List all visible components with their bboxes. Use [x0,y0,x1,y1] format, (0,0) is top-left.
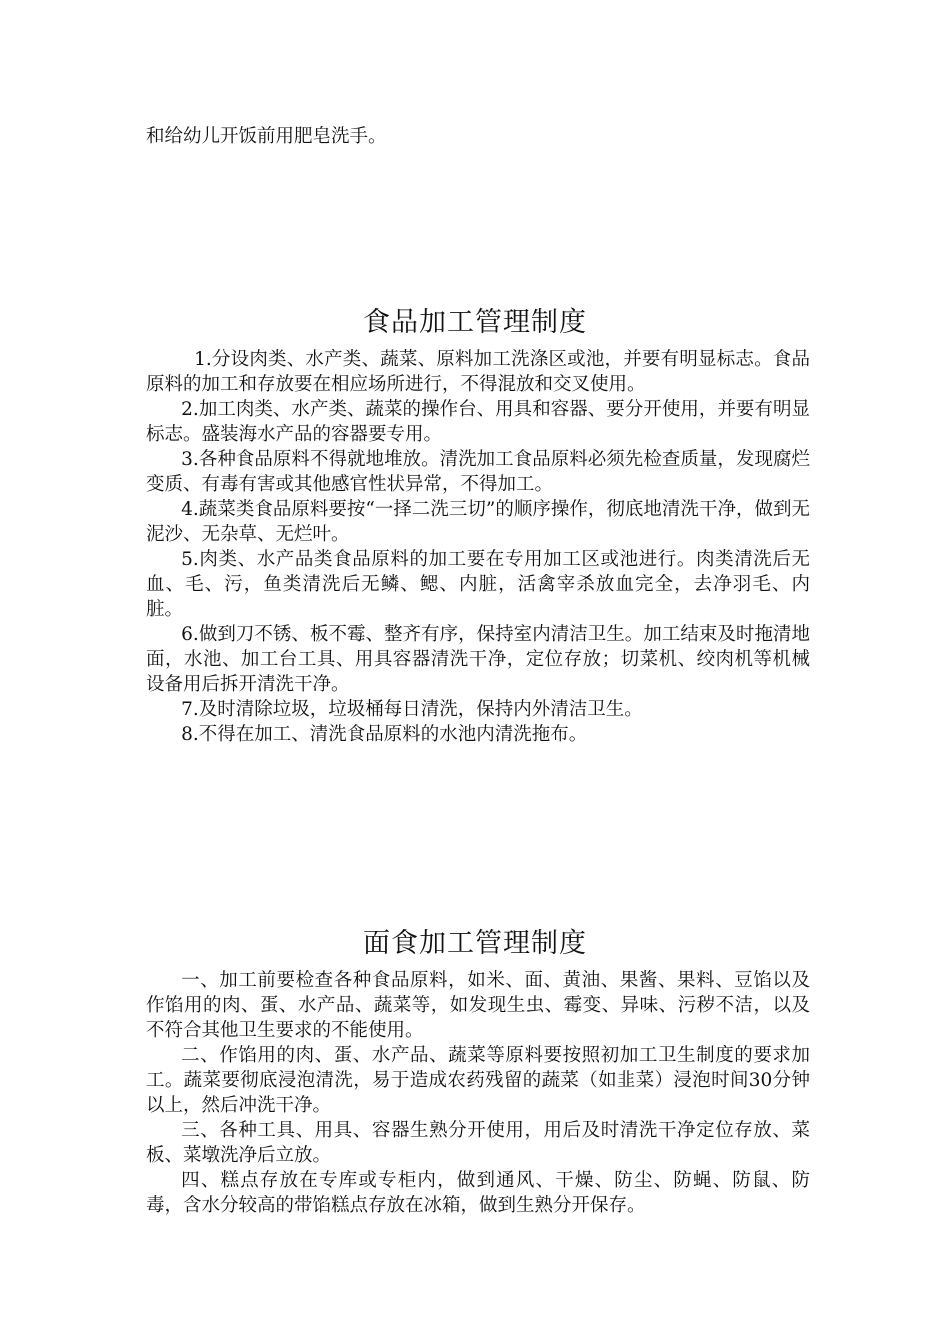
section1-item-4: 4.蔬菜类食品原料要按“一择二洗三切”的顺序操作，彻底地清洗干净，做到无泥沙、无杂草、无烂叶。 [146,499,810,545]
section2-item-1: 一、加工前要检查各种食品原料，如米、面、黄油、果酱、果料、豆馅以及作馅用的肉、蛋、水产品、蔬菜等，如发现生虫、霉变、异味、污秽不洁，以及不符合其他卫生要求的不能使用。 [146,970,810,1041]
section1-body [146,347,810,747]
section1-item-2: 2.加工肉类、水产类、蔬菜的操作台、用具和容器、要分开使用，并要有明显标志。盛装海水产品的容器要专用。 [146,399,810,445]
section2-item-3: 三、各种工具、用具、容器生熟分开使用，用后及时清洗干净定位存放、菜板、菜墩洗净后立放。 [146,1120,810,1166]
section1-item-6: 6.做到刀不锈、板不霉、整齐有序，保持室内清洁卫生。加工结束及时拖清地面，水池、加工台工具、用具容器清洗干净，定位存放；切菜机、绞肉机等机械设备用后拆开清洗干净。 [146,624,810,695]
intro-tail-text: 和给幼儿开饭前用肥皂洗手。 [146,126,387,147]
section2-item-4: 四、糕点存放在专库或专柜内，做到通风、干燥、防尘、防蝇、防鼠、防毒，含水分较高的带馅糕点存放在冰箱，做到生熟分开保存。 [146,1170,810,1216]
section1-item-5: 5.肉类、水产品类食品原料的加工要在专用加工区或池进行。肉类清洗后无血、毛、污，鱼类清洗后无鳞、鳃、内脏，活禽宰杀放血完全，去净羽毛、内脏。 [146,549,810,620]
section2-item-2: 二、作馅用的肉、蛋、水产品、蔬菜等原料要按照初加工卫生制度的要求加工。蔬菜要彻底浸泡清洗，易于造成农药残留的蔬菜（如韭菜）浸泡时间30分钟以上，然后冲洗干净。 [146,1045,810,1116]
section2-title: 面食加工管理制度 [363,928,587,959]
section1-title: 食品加工管理制度 [363,307,587,338]
section1-item-3: 3.各种食品原料不得就地堆放。清洗加工食品原料必须先检查质量，发现腐烂变质、有毒有害或其他感官性状异常，不得加工。 [146,449,810,495]
section1-item-7: 7.及时清除垃圾，垃圾桶每日清洗，保持内外清洁卫生。 [181,699,643,720]
section1-item-1: 1.分设肉类、水产类、蔬菜、原料加工洗涤区或池，并要有明显标志。食品原料的加工和存放要在相应场所进行，不得混放和交叉使用。 [146,349,810,395]
section2-body [146,968,810,1218]
section1-item-8: 8.不得在加工、清洗食品原料的水池内清洗拖布。 [181,724,588,745]
